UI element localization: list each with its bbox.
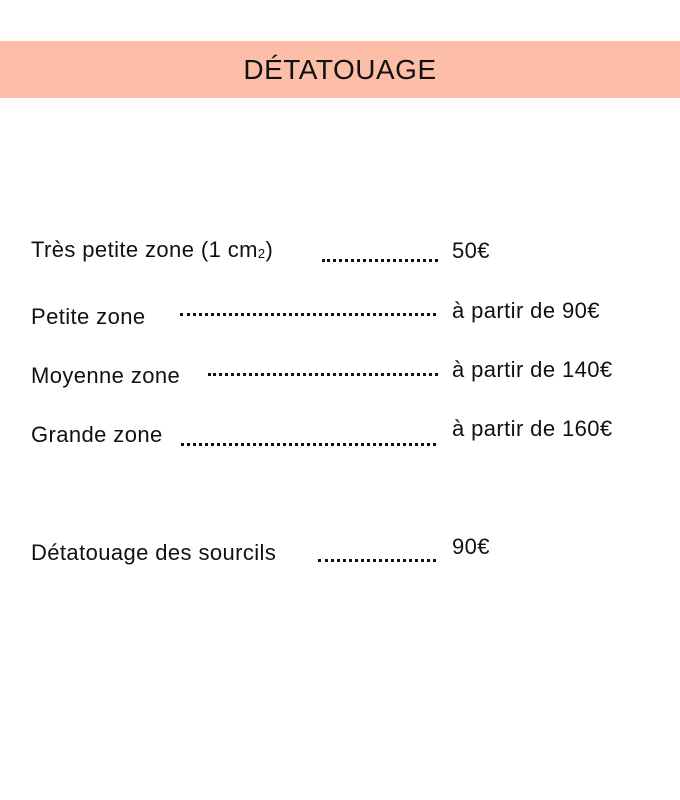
price-row-eyebrow-removal: [31, 536, 651, 566]
dotted-leader: [180, 313, 436, 316]
dotted-leader: [208, 373, 438, 376]
price-row-label: Petite zone: [31, 304, 146, 329]
dotted-leader: [318, 559, 436, 562]
price-value: à partir de 140€: [452, 357, 613, 382]
price-row-label: Moyenne zone: [31, 363, 181, 388]
price-row-label: Grande zone: [31, 422, 163, 447]
dotted-leader: [322, 259, 438, 262]
dotted-leader: [181, 443, 436, 446]
price-row-small-zone: [31, 300, 651, 330]
price-value: 90€: [452, 534, 490, 559]
price-row-medium-zone: [31, 359, 651, 389]
header-band: [0, 41, 680, 98]
price-row-very-small-zone: [31, 236, 651, 266]
price-row-label: Très petite zone (1 $cm_2$): [31, 237, 274, 262]
price-value: à partir de 160€: [452, 416, 613, 441]
price-value: 50€: [452, 238, 490, 263]
price-row-large-zone: [31, 418, 651, 448]
page-title: DÉTATOUAGE: [243, 53, 437, 85]
price-row-label: Détatouage des sourcils: [31, 540, 277, 565]
price-value: à partir de 90€: [452, 298, 600, 323]
